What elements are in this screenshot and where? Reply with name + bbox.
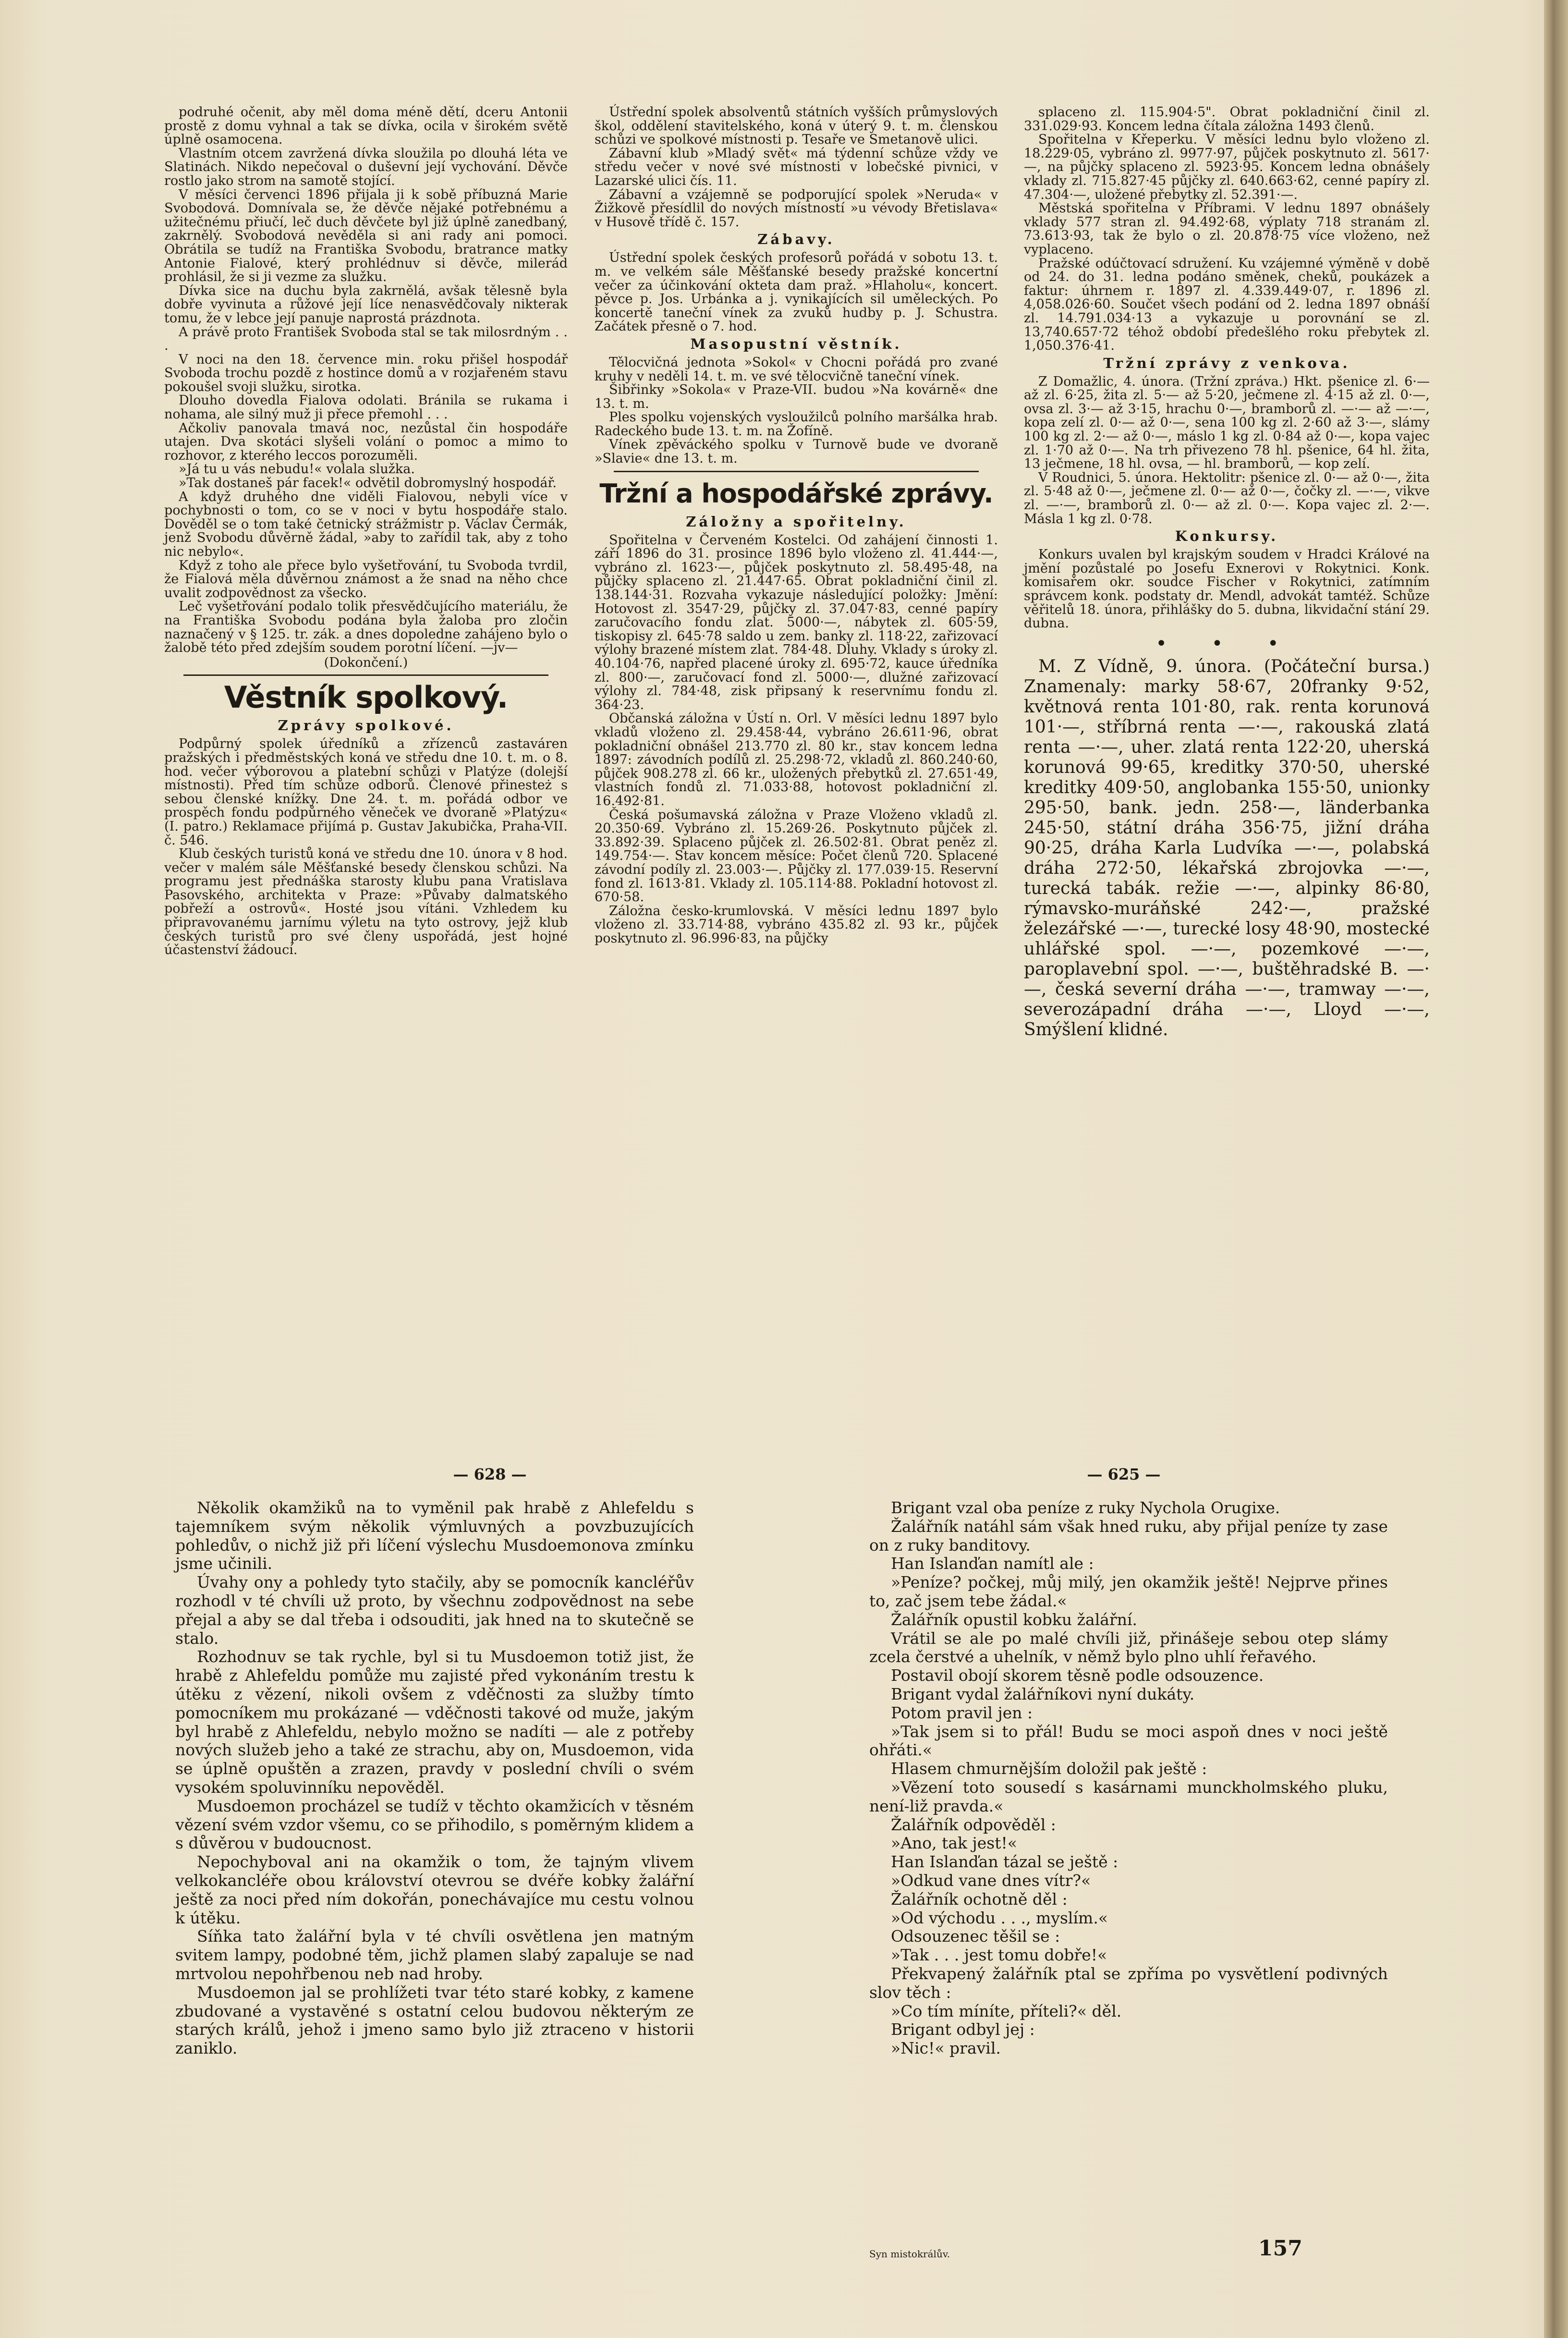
savings-bank-item: Spořitelna v Křeperku. V měsíci lednu bylo vloženo zl. 18.229·05, vybráno zl. 9977·97, půjček poskytnuto zl. 5617·—, na půjčky splaceno zl. 5923·95. Koncem ledna obnášely vklady zl. 715.827·45 půjčky zl. 640.663·62, cenné papíry zl. 47.304·—, uložené přebytky zl. 52.391·—.: [1024, 132, 1430, 202]
story-paragraph: »Nic!« pravil.: [891, 2039, 1001, 2058]
club-news-item: Podpůrný spolek úředníků a zřízenců zastaváren pražských i předměstských koná ve středu dne 10. t. m. o 8. hod. večer výborovou a platební schůzi v Platýze (dolejší místnosti). Před tím schůze odborů. Členové přinesteż s sebou členské knížky. Dne 24. t. m. pořádá odbor ve prospěch fondu podpůrného věneček ve dvoraně »Platýzu« (I. patro.) Reklamace přijímá p. Gustav Jakubička, Praha-VII. č. 546.: [164, 736, 568, 848]
market-report-item: Z Domažlic, 4. února. (Tržní zpráva.) Hkt. pšenice zl. 6·— až zl. 6·25, žita zl. 5·— až 5·20, ječmene zl. 4·15 až zl. 0·—, ovsa zl. 3·— až 3·15, hrachu 0·—, bramborů zl. —·— až —·—, kopa zelí zl. 0·— až 0·—, sena 100 kg zl. 2·60 až 3·—, slámy 100 kg zl. 2·— až 0·—, máslo 1 kg zl. 0·84 až 0·—, kopa vajec zl. 1·70 až 0·—. Na trh přivezeno 78 hl. pšenice, 64 hl. žita, 13 ječmene, 18 hl. ovsa, — hl. bramborů, — kop zelí.: [1024, 374, 1430, 472]
story-paragraph: »Vězení toto sousedí s kasárnami munckholmského pluku, není-liž pravda.«: [869, 1777, 1388, 1815]
continued-note: (Dokončení.): [324, 655, 408, 670]
story-paragraph: Žalářník opustil kobku žalářní.: [891, 1610, 1138, 1629]
section-divider: [614, 471, 979, 472]
savings-bank-item: Záložna česko-krumlovská. V měsíci lednu 1897 bylo vloženo zl. 33.714·88, vybráno 435.82 zl. 93 kr., půjček poskytnuto zl. 96.996·83, na půjčky: [595, 903, 998, 946]
savings-banks-continued: [1024, 106, 1430, 353]
story-paragraph: Žalářník ochotně děl :: [891, 1889, 1068, 1909]
savings-bank-item: Česká pošumavská záložna v Praze Vloženo vkladů zl. 20.350·69. Vybráno zl. 15.269·26. Poskytnuto půjček zl. 33.892·39. Splaceno půjček zl. 26.502·81. Obrat peněz zl. 149.754·—. Stav koncem měsíce: Počet členů 720. Splacené závodní podíly zl. 23.003·—. Půjčky zl. 177.039·15. Reservní fond zl. 1613·81. Vklady zl. 105.114·88. Pokladní hotovost zl. 670·58.: [595, 807, 998, 905]
article-paragraph: »Já tu u vás nebudu!« volala služka.: [179, 462, 415, 477]
binding-gutter: [1544, 0, 1568, 2338]
story-paragraph: Han Islanďan namítl ale :: [891, 1554, 1094, 1573]
savings-bank-item: Spořitelna v Červeném Kostelci. Od zahájení činnosti 1. září 1896 do 31. prosince 1896 bylo vloženo zl. 41.444·—, vybráno zl. 1623·—, půjček poskytnuto zl. 58.495·48, na půjčky splaceno zl. 21.447·65. Obrat pokladniční činil zl. 138.144·31. Rozvaha vykazuje následující položky: Jmění: Hotovost zl. 3547·29, půjčky zl. 37.047·83, cenné papíry zaručovacího fondu zlat. 5000·—, nábytek zl. 605·59, tiskopisy zl. 645·78 saldo u zem. banky zl. 118·22, zařizovací výlohy brazené místem zlat. 784·48. Dluhy. Vklady s úroky zl. 40.104·76, napřed placené úroky zl. 695·72, kauce úředníka zl. 800·—, zaručovací fond zl. 5000·—, dlužné zařizovací výlohy zl. 784·48, zisk připsaný k reservnímu fondu zl. 364·23.: [595, 532, 998, 712]
club-news-item: Ústřední spolek absolventů státních vyšších průmyslových škol, oddělení stavitelského, koná v úterý 9. t. m. členskou schůzi ve spolkové místnosti p. Tesaře ve Smetanově ulici.: [595, 105, 998, 147]
serial-page-left: [175, 1499, 694, 2058]
story-paragraph: Odsouzenec těšil se :: [891, 1927, 1060, 1946]
story-paragraph: Úvahy ony a pohledy tyto stačily, aby se pomocník kancléřův rozhodl v té chvíli už proto, by všechnu zodpovědnost na sebe přejal a aby se dal třeba i odsouditi, jak hned na to skutečně se stalo.: [175, 1573, 694, 1648]
page-number-right: — 625 —: [1087, 1465, 1161, 1483]
subsection-title-konkursy: Konkursy.: [1175, 528, 1279, 545]
article-paragraph: podruhé očenit, aby měl doma méně dětí, dceru Antonii prostě z domu vyhnal a tak se dívka, ocila v širokém světě úplně osamocena.: [164, 105, 568, 147]
subsection-title-zabavy: Zábavy.: [757, 231, 835, 248]
separator-dots: • • •: [1155, 632, 1298, 655]
story-paragraph: Několik okamžiků na to vyměnil pak hrabě z Ahlefeldu s tajemníkem svým několik výmluvných a povzbuzujících pohledův, o nichž již při líčení výslechu Musdoemonova zmínku jsme učinili.: [175, 1498, 694, 1573]
story-paragraph: Síňka tato žalářní byla v té chvíli osvětlena jen matným svitem lampy, podobné těm, jichž plamen slabý zapaluje se nad mrtvolou nepohřbenou neb nad hroby.: [175, 1927, 694, 1983]
story-paragraph: Brigant odbyl jej :: [891, 2020, 1035, 2039]
column-2: [595, 106, 998, 945]
article-paragraph: »Tak dostaneš pár facek!« odvětil dobromyslný hospodář.: [179, 476, 557, 491]
savings-bank-item: Pražské odúčtovací sdružení. Ku vzájemné výměně v době od 24. do 31. ledna podáno směnek, cheků, poukázek a faktur: úhrnem r. 1897 zl. 4.339.449·07, r. 1896 zl. 4,058.026·60. Součet všech podání od 2. ledna 1897 obnáší zl. 14.791.034·13 a vykazuje u porovnání se zl. 13,740.657·72 téhož období předešlého roku přebytek zl. 1,050.376·41.: [1024, 256, 1430, 354]
story-paragraph: Rozhodnuv se tak rychle, byl si tu Musdoemon totiž jist, že hrabě z Ahlefeldu pomůže mu zajisté před vykonáním trestu k útěku z vězení, nikoli ovšem z vděčnosti za služby tímto pomocníkem mu prokázané — vděčnosti takové od muže, jakým byl hrabě z Ahlefeldu, nebylo možno se nadíti — ale z potřeby nových služeb jeho a také ze strachu, aby on, Musdoemon, vida se úplně opuštěn a zrazen, pravdy v poslední chvíli o svém vysokém spoluvinníku nepověděl.: [175, 1647, 694, 1797]
savings-banks-list: [595, 534, 998, 946]
column-3: [1024, 106, 1430, 1040]
article-paragraph: Dlouho dovedla Fialova odolati. Bránila se rukama i nohama, ale silný muž ji přece přemohl . . .: [164, 393, 568, 422]
article-paragraph: Dívka sice na duchu byla zakrnělá, avšak tělesně byla dobře vyvinuta a růžové její líce nenasvědčovaly nikterak tomu, že v lebce její panuje naprostá prázdnota.: [164, 283, 568, 326]
section-divider: [183, 674, 548, 676]
story-paragraph: »Ano, tak jest!«: [891, 1834, 1017, 1853]
carnival-list: [595, 356, 998, 466]
story-paragraph: Brigant vzal oba peníze z ruky Nychola Orugixe.: [891, 1498, 1280, 1517]
story-paragraph: »Peníze? počkej, můj milý, jen okamžik ještě! Nejprve přines to, zač jsem tebe žádal.«: [869, 1573, 1388, 1610]
story-paragraph: »Od východu . . ., myslím.«: [891, 1908, 1108, 1927]
savings-bank-item: splaceno zl. 115.904·5". Obrat pokladniční činil zl. 331.029·93. Koncem ledna čítala záložna 1493 členů.: [1024, 105, 1430, 134]
market-report-item: V Roudnici, 5. února. Hektolitr: pšenice zl. 0·— až 0·—, žita zl. 5·48 až 0·—, ječmene zl. 0·— až 0·—, čočky zl. —·—, vikve zl. —·—, bramborů zl. 0·— až zl. 0·—. Kopa vajec zl. 2·—. Másla 1 kg zl. 0·78.: [1024, 470, 1430, 526]
column-1: [164, 106, 568, 957]
page-number-left: — 628 —: [453, 1465, 527, 1483]
market-reports-list: [1024, 375, 1430, 526]
subsection-title-trhy: Tržní zprávy z venkova.: [1103, 355, 1350, 371]
section-title-trzni: Tržní a hospodářské zprávy.: [599, 478, 993, 509]
story-paragraph: »Co tím míníte, příteli?« děl.: [891, 2001, 1122, 2020]
subsection-title-zpravy: Zprávy spolkové.: [278, 717, 454, 734]
article-court-report: [164, 106, 568, 655]
article-paragraph: Vlastním otcem zavržená dívka sloužila po dlouhá léta ve Slatinách. Nikdo nepečoval o duševní její vychování. Děvče rostlo jako strom na samotě stojící.: [164, 146, 568, 188]
story-paragraph: Musdoemon jal se prohlížeti tvar této staré kobky, z kamene zbudované a vystavěné s ostatní celou budovou některým ze starých králů, jehož i jmeno samo bylo již ztraceno v historii zaniklo.: [175, 1983, 694, 2058]
story-paragraph: »Tak . . . jest tomu dobře!«: [891, 1946, 1107, 1965]
article-paragraph: V měsíci červenci 1896 přijala ji k sobě příbuzná Marie Svobodová. Domnívala se, že děvče nějaké potřebnému a užitečnému přiučí, leč duch děvčete byl již úplně zanedbaný, zakrnělý. Svobodová nevěděla si ani rady ani pomoci. Obrátila se tudíž na Františka Svobodu, bratrance matky Antonie Fialové, který prohlédnuv si děvče, milerád prohlásil, že si ji vezme za služku.: [164, 187, 568, 285]
vienna-exchange-report: M. Z Vídně, 9. února. (Počáteční bursa.) Znamenaly: marky 58·67, 20franky 9·52, květnová renta 101·80, rak. renta korunová 101·—, stříbrná renta —·—, rakouská zlatá renta —·—, uher. zlatá renta 122·20, uherská korunová 99·65, kreditky 370·50, uherské kreditky 409·50, anglobanka 155·50, unionky 295·50, bank. jedn. 258·—, länderbanka 245·50, státní dráha 356·75, jižní dráha 90·25, dráha Karla Ludvíka —·—, polabská dráha 272·50, lékařská zbrojovka —·—, turecká tabák. režie —·—, alpinky 86·80, rýmavsko-muráňské 242·—, pražské železářské —·—, turecké losy 48·90, mostecké uhlářské spol. —·—, pozemkové —·—, paroplavební spol. —·—, buštěhradské B. —·—, česká severní dráha —·—, tramway —·—, severozápadní dráha —·—, Lloyd —·—, Smýšlení klidné.: [1024, 656, 1430, 1040]
bankruptcy-notice: Konkurs uvalen byl krajským soudem v Hradci Králové na jmění pozůstalé po Josefu Exnerovi v Rokytnici. Konk. komisařem okr. soudce Fischer v Rokytnici, zatímním správcem konk. podstaty dr. Mendl, advokát tamtéž. Schůze věřitelů 18. února, přihlášky do 5. dubna, likvidační stání 29. dubna.: [1024, 547, 1430, 631]
article-paragraph: Leč vyšetřování podalo tolik přesvědčujícího materiálu, že na Františka Svobodu podána byla žaloba pro zločin naznačený v § 125. tr. zák. a dnes dopoledne zahájeno bylo o žalobě této před zdejším soudem porotní líčení. —jv—: [164, 599, 568, 656]
story-paragraph: »Odkud vane dnes vítr?«: [891, 1871, 1091, 1890]
story-paragraph: Vrátil se ale po malé chvíli již, přinášeje sebou otep slámy zcela čerstvé a uhelník, v němž bylo plno uhlí řeřavého.: [869, 1628, 1388, 1666]
serial-page-right: [869, 1499, 1388, 2058]
story-paragraph: Potom pravil jen :: [891, 1703, 1033, 1722]
article-paragraph: Ačkoliv panovala tmavá noc, nezůstal čin hospodáře utajen. Dva skotáci slyšeli volání o pomoc a mimo to rozhovor, z kterého leccos porozuměli.: [164, 420, 568, 463]
entertainment-item: Ústřední spolek českých profesorů pořádá v sobotu 13. t. m. ve velkém sále Měšťanské besedy pražské koncertní večer za účinkování okteta dam praž. »Hlaholu«, koncert. pěvce p. Jos. Urbánka a j. vynikajících sil uměleckých. Po koncertě taneční vínek za zvuků hudby p. J. Schustra. Začátek přesně o 7. hod.: [595, 250, 998, 334]
story-paragraph: Žalářník odpověděl :: [891, 1815, 1056, 1834]
carnival-item: Ples spolku vojenských vysloužilců polního maršálka hrab. Radeckého bude 13. t. m. na Žofíně.: [595, 410, 998, 439]
savings-bank-item: Občanská záložna v Ústí n. Orl. V měsíci lednu 1897 bylo vkladů vloženo zl. 29.458·44, vybráno 26.611·96, obrat pokladniční obnášel 213.770 zl. 80 kr., stav koncem ledna 1897: závodních podílů zl. 25.298·72, vkladů zl. 860.240·60, půjček 908.278 zl. 66 kr., uložených přebytků zl. 27.651·49, vlastních fondů zl. 71.033·88, hotovost pokladniční zl. 16.492·81.: [595, 711, 998, 808]
story-paragraph: Nepochyboval ani na okamžik o tom, že tajným vlivem velkokancléře obou království otevrou se dvéře kobky žalářní ještě za noci před ním dokořán, ponechávajíce mu cestu volnou k útěku.: [175, 1852, 694, 1927]
section-title-spolkovy: Věstník spolkový.: [224, 680, 508, 715]
sheet-number: 157: [1258, 2236, 1302, 2261]
story-paragraph: Překvapený žalářník ptal se zpříma po vysvětlení podivných slov těch :: [869, 1964, 1388, 2002]
club-news-list: [164, 737, 568, 957]
club-news-item: Zábavní a vzájemně se podporující spolek »Neruda« v Žižkově přesídlil do nových místností »u vévody Břetislava« v Husově třídě č. 157.: [595, 187, 998, 230]
club-news-item: Zábavní klub »Mladý svět« má týdenní schůze vždy ve středu večer v nové své místnosti v lobečské pivnici, v Lazarské ulici čís. 11.: [595, 146, 998, 188]
article-paragraph: A právě proto František Svoboda stal se tak milosrdným . . .: [164, 324, 568, 354]
article-paragraph: V noci na den 18. července min. roku přišel hospodář Svoboda trochu pozdě z hostince domů a v rozjařeném stavu pokoušel svoji služku, sirotka.: [164, 352, 568, 394]
club-news-continued: [595, 106, 998, 229]
story-paragraph: Brigant vydal žalářníkovi nyní dukáty.: [891, 1684, 1195, 1703]
carnival-item: Vínek zpěváckého spolku v Turnově bude ve dvoraně »Slavie« dne 13. t. m.: [595, 437, 998, 466]
story-paragraph: »Tak jsem si to přál! Budu se moci aspoň dnes v noci ještě ohřáti.«: [869, 1722, 1388, 1760]
footnote: Syn mistokrálův.: [869, 2248, 950, 2260]
article-paragraph: A když druhého dne viděli Fialovou, nebyli více v pochybnosti o tom, co se v noci v bytu hospodáře stalo. Dověděl se o tom také četnický strážmistr p. Václav Čermák, jenž Svobodu důvěrně žádal, »aby to zařídil tak, aby z toho nic nebylo«.: [164, 489, 568, 559]
savings-bank-item: Městská spořitelna v Příbrami. V lednu 1897 obnášely vklady 577 stran zl. 94.492·68, výplaty 718 stranám zl. 73.613·93, tak že bylo o zl. 20.878·75 více vloženo, než vyplaceno.: [1024, 201, 1430, 257]
entertainment-list: [595, 251, 998, 334]
subsection-title-masopust: Masopustní věstník.: [690, 335, 902, 352]
story-paragraph: Han Islanďan tázal se ještě :: [891, 1852, 1118, 1872]
story-paragraph: Hlasem chmurnějším doložil pak ještě :: [891, 1759, 1207, 1778]
carnival-item: Tělocvičná jednota »Sokol« v Chocni pořádá pro zvané kruhy v neděli 14. t. m. ve své tělocvičně taneční vínek.: [595, 355, 998, 384]
subsection-title-zalozny: Záložny a spořitelny.: [686, 513, 907, 530]
story-paragraph: Postavil obojí skorem těsně podle odsouzence.: [891, 1666, 1264, 1685]
carnival-item: Šibřinky »Sokola« v Praze-VII. budou »Na kovárně« dne 13. t. m.: [595, 382, 998, 411]
story-paragraph: Musdoemon procházel se tudíž v těchto okamžicích v těsném vězení svém vzdor všemu, co se přihodilo, s poměrným klidem a s důvěrou v budoucnost.: [175, 1796, 694, 1853]
article-paragraph: Když z toho ale přece bylo vyšetřování, tu Svoboda tvrdil, že Fialová měla důvěrnou známost a že snad na něho chce uvalit zodpovědnost za všecko.: [164, 558, 568, 600]
club-news-item: Klub českých turistů koná ve středu dne 10. února v 8 hod. večer v malém sále Měšťanské besedy členskou schůzi. Na programu jest přednáška starosty klubu pana Vratislava Pasovského, architekta v Praze: »Půvaby dalmatského pobřeží a ostrovů«. Hosté jsou vítáni. Vzhledem ku připravovanému jarnímu výletu na tyto ostrovy, jejž klub českých turistů pro své členy uspořádá, jest hojné účastenství žádoucí.: [164, 846, 568, 958]
story-paragraph: Žalářník natáhl sám však hned ruku, aby přijal peníze ty zase on z ruky banditovy.: [869, 1517, 1388, 1555]
